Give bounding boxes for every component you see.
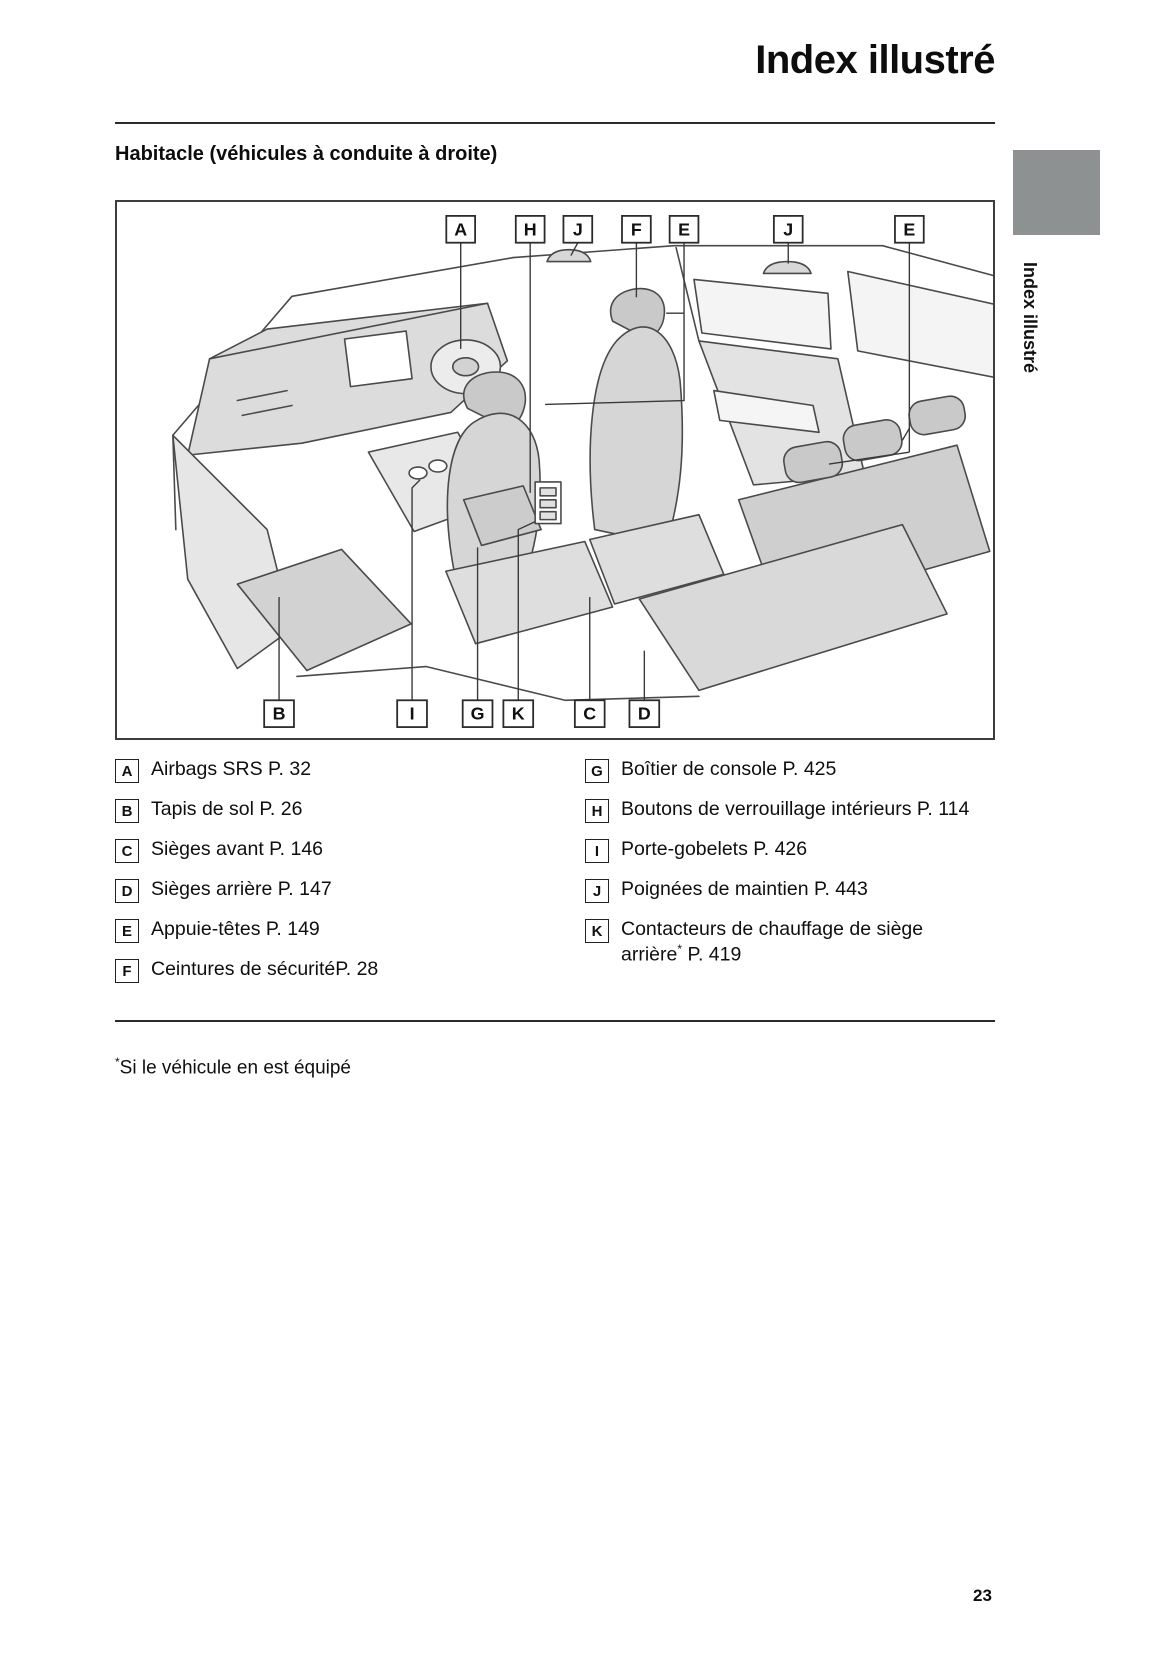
legend-letter: F [115,959,139,983]
legend-item-seat-belts [115,958,565,983]
legend-letter: H [585,799,609,823]
legend-letter: E [115,919,139,943]
callout-I [397,700,427,727]
legend-item-seat-heater-switches [585,918,970,967]
footnote [115,1055,351,1079]
svg-text:J: J [783,219,794,240]
legend-letter: J [585,879,609,903]
callout-C [575,700,605,727]
svg-text:E: E [903,219,916,240]
legend-label: Appuie-têtes P. 149 [151,918,320,940]
legend-label: Boutons de verrouillage intérieurs P. 114 [621,798,970,820]
callout-J-front [563,216,592,243]
svg-text:J: J [572,219,583,240]
legend-item-airbags [115,758,565,783]
callout-G [463,700,493,727]
legend-label: Sièges arrière P. 147 [151,878,332,900]
title-divider [115,122,995,124]
legend-letter: C [115,839,139,863]
legend-item-head-restraints [115,918,565,943]
callout-boxes-top [446,216,923,243]
callout-H [516,216,545,243]
legend-letter: D [115,879,139,903]
svg-text:B: B [272,703,286,724]
callout-F [622,216,651,243]
legend-label: Poignées de maintien P. 443 [621,878,868,900]
callout-A [446,216,475,243]
interior-illustration-figure [115,200,995,740]
footnote-divider [115,1020,995,1022]
footnote-marker: * [677,941,683,956]
car-interior-illustration [117,202,993,738]
legend-letter: I [585,839,609,863]
svg-text:I: I [409,703,415,724]
footnote-marker: * [115,1055,120,1069]
callout-D [629,700,659,727]
svg-text:K: K [511,703,525,724]
footnote-text: Si le véhicule en est équipé [119,1057,351,1079]
legend-label-part: P. 419 [682,943,742,966]
legend-item-lock-buttons [585,798,970,823]
callout-boxes-bottom [264,700,659,727]
legend-label: Airbags SRS P. 32 [151,758,312,780]
legend-item-assist-grips [585,878,970,903]
legend-label: Boîtier de console P. 425 [621,758,837,780]
legend-letter: B [115,799,139,823]
svg-text:D: D [637,703,651,724]
car-body-lines [173,246,993,701]
legend-label: Sièges avant P. 146 [151,838,324,860]
svg-text:H: H [523,219,537,240]
legend-column-left [115,758,565,998]
legend-label: Tapis de sol P. 26 [151,798,303,820]
legend-item-front-seats [115,838,565,863]
callout-J-rear [774,216,803,243]
svg-text:G: G [470,703,485,724]
chapter-side-label: Index illustré [1020,262,1040,374]
legend-label [621,918,970,967]
section-heading: Habitacle (véhicules à conduite à droite) [115,143,498,165]
legend-item-console-box [585,758,970,783]
legend-item-floor-mats [115,798,565,823]
svg-text:A: A [454,219,468,240]
legend-column-right [585,758,970,982]
legend-item-cup-holders [585,838,970,863]
legend-label-part: Contacteurs de chauffage de siège arrière [621,918,924,966]
legend-label: Porte-gobelets P. 426 [621,838,808,860]
page-title: Index illustré [755,38,995,82]
legend-letter: K [585,919,609,943]
callout-B [264,700,294,727]
legend-item-rear-seats [115,878,565,903]
chapter-tab-marker [1013,150,1100,235]
callout-E-front [670,216,699,243]
svg-text:E: E [678,219,690,240]
callout-K [503,700,533,727]
svg-text:C: C [583,703,597,724]
svg-text:F: F [630,219,642,240]
legend-letter: A [115,759,139,783]
page-number: 23 [973,1586,992,1605]
legend-label: Ceintures de sécuritéP. 28 [151,958,379,980]
legend-letter: G [585,759,609,783]
callout-E-rear [895,216,924,243]
